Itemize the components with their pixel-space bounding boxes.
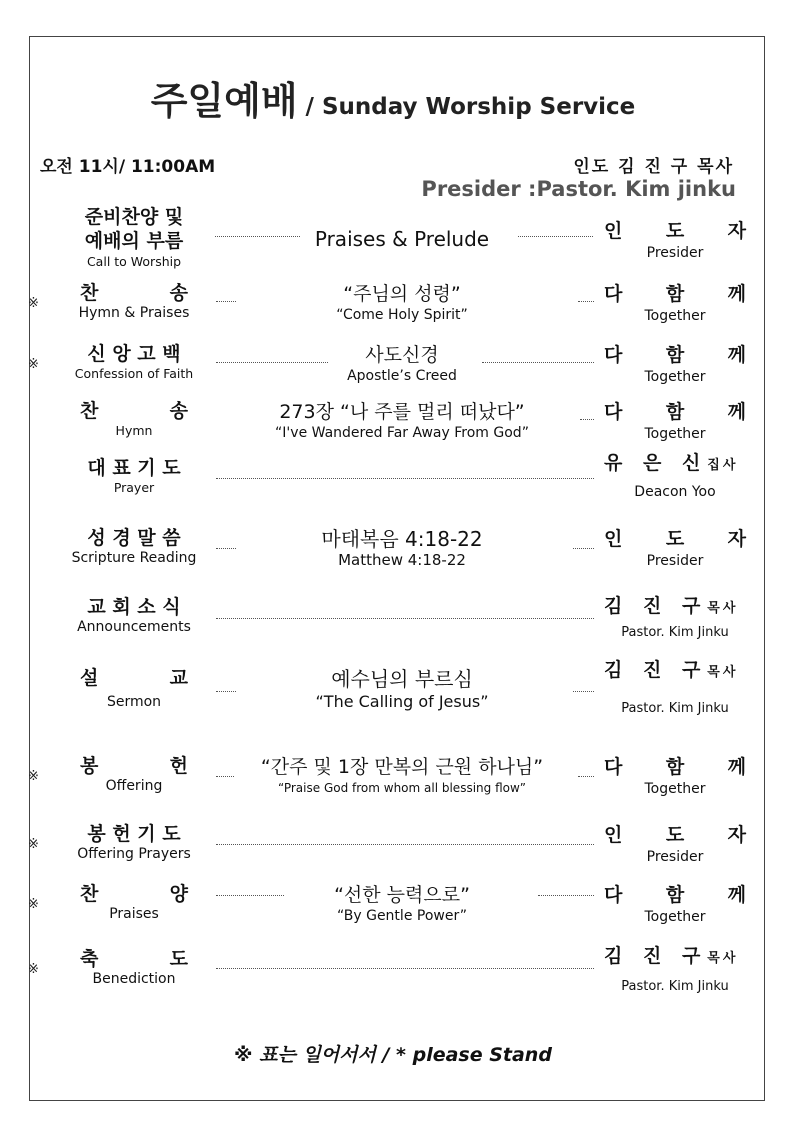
item-detail-korean: 예수님의 부르심: [331, 667, 473, 691]
item-leader-korean: 인 도 자: [604, 824, 746, 846]
item-detail-korean: 사도신경: [365, 344, 439, 366]
item-detail-korean: 273장 “나 주를 멀리 떠났다”: [279, 401, 525, 423]
stand-mark: ※: [28, 837, 39, 852]
page-title: [0, 70, 786, 125]
item-leader-korean: [600, 658, 750, 685]
item-detail-english: “By Gentle Power”: [336, 908, 468, 924]
item-korean-name: 축 도: [80, 948, 188, 970]
stand-mark: ※: [28, 897, 39, 912]
item-leader-korean: 인 도 자: [604, 528, 746, 550]
item-english-name: Offering Prayers: [77, 846, 191, 862]
item-detail-korean: “선한 능력으로”: [334, 884, 470, 906]
item-english-name: Benediction: [92, 971, 176, 987]
item-korean-name: 교 회 소 식: [87, 596, 181, 618]
item-detail-english: “The Calling of Jesus”: [315, 692, 489, 711]
item-korean-name: 봉 헌 기 도: [87, 823, 181, 845]
title-english: / Sunday Worship Service: [297, 94, 636, 120]
title-korean: 주일예배: [150, 79, 298, 123]
item-leader-korean: 다 함 께: [604, 884, 746, 906]
item-leader-korean: [600, 594, 750, 621]
dotted-leader: [578, 776, 594, 777]
item-korean-name: 설 교: [80, 667, 188, 689]
item-leader-english: Together: [644, 909, 706, 925]
stand-mark: ※: [28, 769, 39, 784]
item-detail-korean: “주님의 성령”: [343, 283, 461, 305]
dotted-leader: [578, 301, 594, 302]
item-detail-korean: Praises & Prelude: [314, 227, 490, 251]
leader-title: 목사: [707, 951, 739, 966]
dotted-leader: [216, 618, 594, 619]
item-english-name: Announcements: [77, 619, 191, 635]
item-leader-korean: 다 함 께: [604, 756, 746, 778]
item-english-name: Praises: [109, 906, 159, 922]
item-leader-korean: 인 도 자: [604, 220, 746, 242]
item-leader-korean: [600, 944, 750, 971]
leader-name: 김 진 구: [604, 945, 708, 967]
stand-mark: ※: [28, 357, 39, 372]
item-leader-english: Deacon Yoo: [634, 484, 716, 500]
stand-mark: ※: [28, 296, 39, 311]
item-leader-english: Presider: [646, 849, 704, 865]
item-leader-english: Presider: [646, 553, 704, 569]
item-korean-name: 봉 헌: [80, 755, 188, 777]
dotted-leader: [216, 844, 594, 845]
item-english-name: Offering: [105, 778, 163, 794]
item-detail-english: “Praise God from whom all blessing flow”: [278, 781, 526, 795]
item-english-name: Confession of Faith: [74, 366, 194, 381]
item-leader-korean: 다 함 께: [604, 401, 746, 423]
item-korean-name: 성 경 말 씀: [87, 527, 181, 549]
item-detail-english: Apostle’s Creed: [347, 368, 457, 384]
item-leader-korean: [600, 451, 750, 478]
item-leader-english: Pastor. Kim Jinku: [621, 701, 729, 716]
item-korean-name: 찬 송: [80, 400, 188, 422]
item-korean-name: 찬 양: [80, 883, 188, 905]
item-leader-english: Together: [644, 426, 706, 442]
item-korean-name: 대 표 기 도: [87, 457, 181, 479]
leader-title: 집사: [707, 458, 739, 473]
item-english-name: Prayer: [113, 480, 155, 495]
item-detail-english: “I've Wandered Far Away From God”: [275, 425, 529, 441]
leader-title: 목사: [707, 601, 739, 616]
item-detail-english: “Come Holy Spirit”: [336, 307, 468, 323]
dotted-leader: [580, 419, 594, 420]
dotted-leader: [538, 895, 594, 896]
dotted-leader: [216, 968, 594, 969]
item-korean-name: 준비찬양 및 예배의 부름: [84, 206, 184, 252]
leader-name: 유 은 신: [604, 452, 708, 474]
item-english-name: Hymn: [115, 423, 153, 438]
item-leader-korean: 다 함 께: [604, 283, 746, 305]
dotted-leader: [573, 548, 594, 549]
item-leader-english: Pastor. Kim Jinku: [621, 625, 729, 640]
item-english-name: Sermon: [106, 694, 162, 710]
item-detail-korean: 마태복음 4:18-22: [321, 527, 483, 551]
dotted-leader: [518, 236, 593, 237]
dotted-leader: [482, 362, 594, 363]
leader-name: 김 진 구: [604, 595, 708, 617]
item-english-name: Call to Worship: [86, 254, 182, 269]
stand-mark: ※: [28, 962, 39, 977]
dotted-leader: [573, 691, 594, 692]
item-leader-english: Together: [644, 781, 706, 797]
item-korean-name: 찬 송: [80, 282, 188, 304]
item-english-name: Scripture Reading: [71, 550, 197, 566]
item-leader-english: Together: [644, 369, 706, 385]
item-detail-korean: “간주 및 1장 만복의 근원 하나님”: [260, 756, 544, 778]
item-leader-korean: 다 함 께: [604, 344, 746, 366]
item-korean-name: 신 앙 고 백: [87, 343, 181, 365]
item-english-name: Hymn & Praises: [78, 305, 190, 321]
item-leader-english: Presider: [646, 245, 704, 261]
leader-title: 목사: [707, 665, 739, 680]
service-time: 오전 11시/ 11:00AM: [40, 157, 216, 177]
leader-name: 김 진 구: [604, 659, 708, 681]
presider-korean: 인도 김 진 구 목사: [573, 157, 734, 177]
item-leader-english: Pastor. Kim Jinku: [621, 979, 729, 994]
presider-english: Presider :Pastor. Kim jinku: [421, 177, 736, 201]
dotted-leader: [216, 478, 594, 479]
stand-note: ※ 표는 일어서서 / * please Stand: [234, 1044, 552, 1066]
item-leader-english: Together: [644, 308, 706, 324]
item-detail-english: Matthew 4:18-22: [338, 551, 466, 569]
